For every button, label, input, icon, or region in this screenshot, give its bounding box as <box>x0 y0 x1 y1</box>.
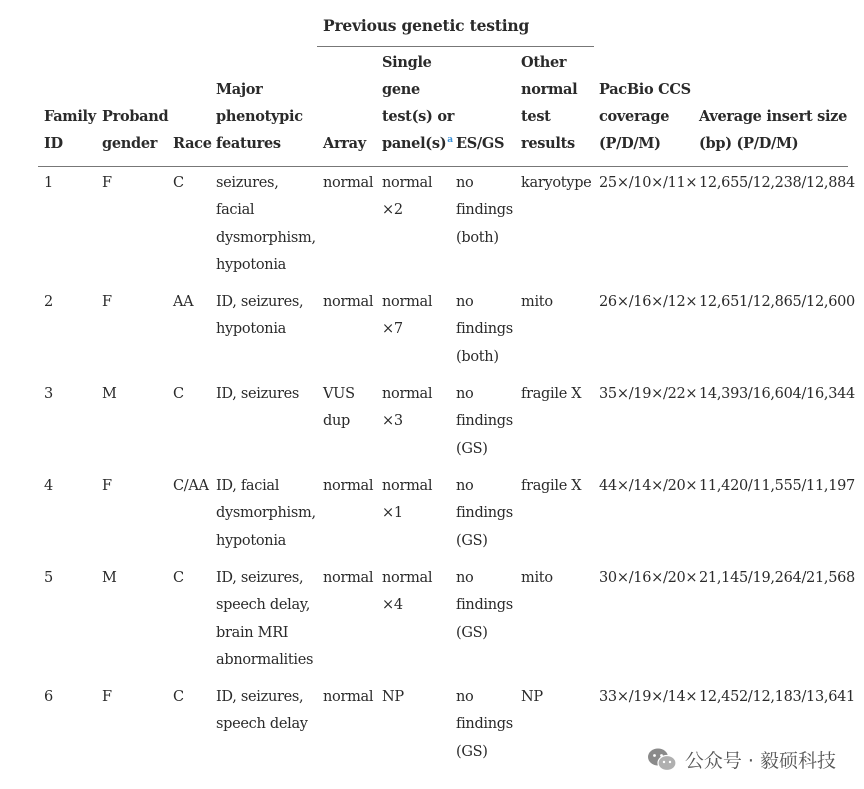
cell-line: findings <box>456 716 513 733</box>
cell-line: VUS <box>323 386 355 402</box>
cell-race <box>173 473 209 500</box>
cell-line: C <box>173 386 184 402</box>
cell-race <box>173 684 184 711</box>
cell-line: speech delay <box>216 716 308 733</box>
cell-insert <box>699 565 855 592</box>
cell-line: F <box>102 478 112 494</box>
cell-es-gs <box>456 289 513 371</box>
header-rule <box>38 166 848 167</box>
cell-line: no <box>456 294 474 310</box>
cell-other <box>521 684 543 711</box>
cell-line: findings <box>456 505 513 522</box>
cell-line: ID, seizures <box>216 386 300 402</box>
column-header-line: ID <box>44 135 63 152</box>
cell-line: 21,145/19,264/21,568 <box>699 570 855 586</box>
cell-line: facial <box>216 202 255 219</box>
cell-line: speech delay, <box>216 597 311 614</box>
column-header-line: Family <box>44 108 96 125</box>
cell-family-id <box>44 381 53 408</box>
cell-line: 44×/14×/20× <box>599 478 698 494</box>
cell-line: 3 <box>44 386 53 402</box>
column-header-line: Proband <box>102 108 169 125</box>
cell-insert <box>699 473 855 500</box>
cell-es-gs <box>456 684 513 766</box>
column-header-line: normal <box>521 81 578 98</box>
cell-line: 33×/19×/14× <box>599 689 698 705</box>
cell-line: seizures, <box>216 175 279 191</box>
cell-features <box>216 565 313 674</box>
column-header-line: PacBio CCS <box>599 81 691 98</box>
column-header-line: Major <box>216 81 263 98</box>
footnote-marker[interactable]: a <box>447 135 453 146</box>
cell-line: hypotonia <box>216 321 287 338</box>
cell-coverage <box>599 684 697 711</box>
column-header-line: Average insert size <box>699 108 848 125</box>
cell-insert <box>699 381 855 408</box>
cell-line: normal <box>382 478 433 494</box>
cell-line: ×4 <box>382 597 403 614</box>
cell-coverage <box>599 289 697 316</box>
cell-line: (GS) <box>456 624 488 641</box>
column-header-line: test(s) or <box>382 108 455 125</box>
cell-line: mito <box>521 570 553 586</box>
column-header-line: Array <box>323 135 366 152</box>
cell-line: dysmorphism, <box>216 505 316 522</box>
cell-single-gene <box>382 473 432 528</box>
cell-es-gs <box>456 473 513 555</box>
cell-line: ID, seizures, <box>216 294 304 310</box>
column-header-line: phenotypic <box>216 108 303 125</box>
cell-line: ×1 <box>382 505 403 522</box>
cell-insert <box>699 170 855 197</box>
cell-array <box>323 565 373 592</box>
cell-line: no <box>456 689 474 705</box>
cell-features <box>216 684 308 739</box>
cell-line: 4 <box>44 478 53 494</box>
column-header-features <box>216 76 303 157</box>
cell-line: hypotonia <box>216 256 287 273</box>
cell-line: normal <box>323 689 374 705</box>
watermark-text: 公众号 · 毅硕科技 <box>684 750 836 772</box>
cell-line: ×2 <box>382 202 403 219</box>
cell-gender <box>102 289 112 316</box>
column-header-family-id <box>44 103 96 157</box>
cell-es-gs <box>456 170 513 252</box>
column-header-line: (P/D/M) <box>599 135 661 152</box>
cell-line: 12,452/12,183/13,641 <box>699 689 855 705</box>
column-header-line: Other <box>521 54 567 71</box>
cell-line: mito <box>521 294 553 310</box>
cell-line: 14,393/16,604/16,344 <box>699 386 855 402</box>
column-header-line: results <box>521 135 575 152</box>
cell-family-id <box>44 473 53 500</box>
cell-line: C/AA <box>173 478 209 494</box>
cell-array <box>323 289 373 316</box>
cell-line: 12,655/12,238/12,884 <box>699 175 855 191</box>
cell-line: ×3 <box>382 413 403 430</box>
cell-line: 26×/16×/12× <box>599 294 698 310</box>
watermark <box>647 746 836 773</box>
cell-features <box>216 381 299 408</box>
cell-line: ID, seizures, <box>216 570 304 586</box>
column-header-line: panel(s) <box>382 135 447 152</box>
cell-line: (GS) <box>456 440 488 457</box>
cell-family-id <box>44 170 53 197</box>
cell-single-gene <box>382 170 432 225</box>
cell-es-gs <box>456 565 513 647</box>
cell-other <box>521 381 581 408</box>
cell-other <box>521 170 591 197</box>
column-header-other <box>521 49 577 157</box>
cell-family-id <box>44 684 53 711</box>
cell-line: normal <box>382 175 433 191</box>
cell-line: 2 <box>44 294 53 310</box>
column-header-line: coverage <box>599 108 670 125</box>
cell-other <box>521 473 581 500</box>
cell-line: 1 <box>44 175 53 191</box>
cell-single-gene <box>382 684 404 711</box>
cell-line: abnormalities <box>216 651 314 668</box>
cell-array <box>323 381 355 436</box>
column-header-line: test <box>521 108 551 125</box>
column-header-es-gs <box>456 130 504 157</box>
cell-line: normal <box>323 294 374 310</box>
cell-line: NP <box>521 689 543 705</box>
cell-line: (GS) <box>456 532 488 549</box>
cell-line: F <box>102 689 112 705</box>
column-header-line: gender <box>102 135 158 152</box>
cell-line: normal <box>323 478 374 494</box>
cell-line: 5 <box>44 570 53 586</box>
column-header-array <box>323 130 366 157</box>
cell-gender <box>102 565 117 592</box>
column-header-line: Single <box>382 54 432 71</box>
cell-insert <box>699 289 855 316</box>
cell-line: 6 <box>44 689 53 705</box>
cell-line: C <box>173 175 184 191</box>
column-header-single-gene <box>382 49 454 157</box>
cell-line: (both) <box>456 348 499 365</box>
cell-line: normal <box>382 294 433 310</box>
cell-race <box>173 381 184 408</box>
cell-line: normal <box>382 386 433 402</box>
column-header-line: features <box>216 135 281 152</box>
cell-single-gene <box>382 289 432 344</box>
group-header-rule <box>317 46 594 47</box>
cell-line: fragile X <box>521 478 582 494</box>
cell-coverage <box>599 170 697 197</box>
cell-line: fragile X <box>521 386 582 402</box>
cell-line: 30×/16×/20× <box>599 570 698 586</box>
cell-line: normal <box>323 175 374 191</box>
cell-line: AA <box>173 294 194 310</box>
column-header-coverage <box>599 76 691 157</box>
column-header-line: gene <box>382 81 420 98</box>
cell-line: findings <box>456 321 513 338</box>
cell-line: no <box>456 570 474 586</box>
cell-line: normal <box>382 570 433 586</box>
cell-array <box>323 684 373 711</box>
cell-es-gs <box>456 381 513 463</box>
cell-features <box>216 473 316 555</box>
cell-other <box>521 565 553 592</box>
cell-line: no <box>456 478 474 494</box>
cell-single-gene <box>382 381 432 436</box>
cell-gender <box>102 170 112 197</box>
cell-array <box>323 473 373 500</box>
cell-line: findings <box>456 413 513 430</box>
cell-line: karyotype <box>521 175 592 191</box>
cell-features <box>216 289 303 344</box>
cell-line: NP <box>382 689 404 705</box>
cell-coverage <box>599 565 697 592</box>
cell-line: no <box>456 386 474 402</box>
cell-line: 35×/19×/22× <box>599 386 698 402</box>
cell-line: (both) <box>456 229 499 246</box>
cell-line: M <box>102 386 117 402</box>
cell-line: ID, seizures, <box>216 689 304 705</box>
cell-line: 25×/10×/11× <box>599 175 698 191</box>
cell-line: (GS) <box>456 743 488 760</box>
cell-line: dup <box>323 413 351 430</box>
cell-race <box>173 170 184 197</box>
column-header-race <box>173 130 212 157</box>
cell-line: C <box>173 570 184 586</box>
cell-line: hypotonia <box>216 532 287 549</box>
cell-line: C <box>173 689 184 705</box>
column-header-line: Race <box>173 135 212 152</box>
cell-line: ×7 <box>382 321 403 338</box>
wechat-icon <box>647 747 677 773</box>
cell-gender <box>102 684 112 711</box>
cell-family-id <box>44 289 53 316</box>
cell-line: 12,651/12,865/12,600 <box>699 294 855 310</box>
cell-gender <box>102 473 112 500</box>
cell-line: ID, facial <box>216 478 280 494</box>
column-header-line: ES/GS <box>456 135 505 152</box>
cell-race <box>173 289 193 316</box>
column-header-line: (bp) (P/D/M) <box>699 135 799 152</box>
cell-coverage <box>599 381 697 408</box>
column-header-insert <box>699 103 847 157</box>
cell-line: no <box>456 175 474 191</box>
cell-features <box>216 170 316 279</box>
cell-line: findings <box>456 597 513 614</box>
cell-line: 11,420/11,555/11,197 <box>699 478 855 494</box>
cell-family-id <box>44 565 53 592</box>
cell-gender <box>102 381 117 408</box>
cell-insert <box>699 684 855 711</box>
cell-single-gene <box>382 565 432 620</box>
cell-coverage <box>599 473 697 500</box>
cell-line: brain MRI <box>216 624 289 641</box>
cell-line: M <box>102 570 117 586</box>
cell-race <box>173 565 184 592</box>
cell-line: F <box>102 294 112 310</box>
cell-line: F <box>102 175 112 191</box>
cell-array <box>323 170 373 197</box>
column-header-gender <box>102 103 168 157</box>
cell-other <box>521 289 553 316</box>
cell-line: dysmorphism, <box>216 229 316 246</box>
cell-line: findings <box>456 202 513 219</box>
cell-line: normal <box>323 570 374 586</box>
group-header-previous-testing: Previous genetic testing <box>323 16 530 35</box>
